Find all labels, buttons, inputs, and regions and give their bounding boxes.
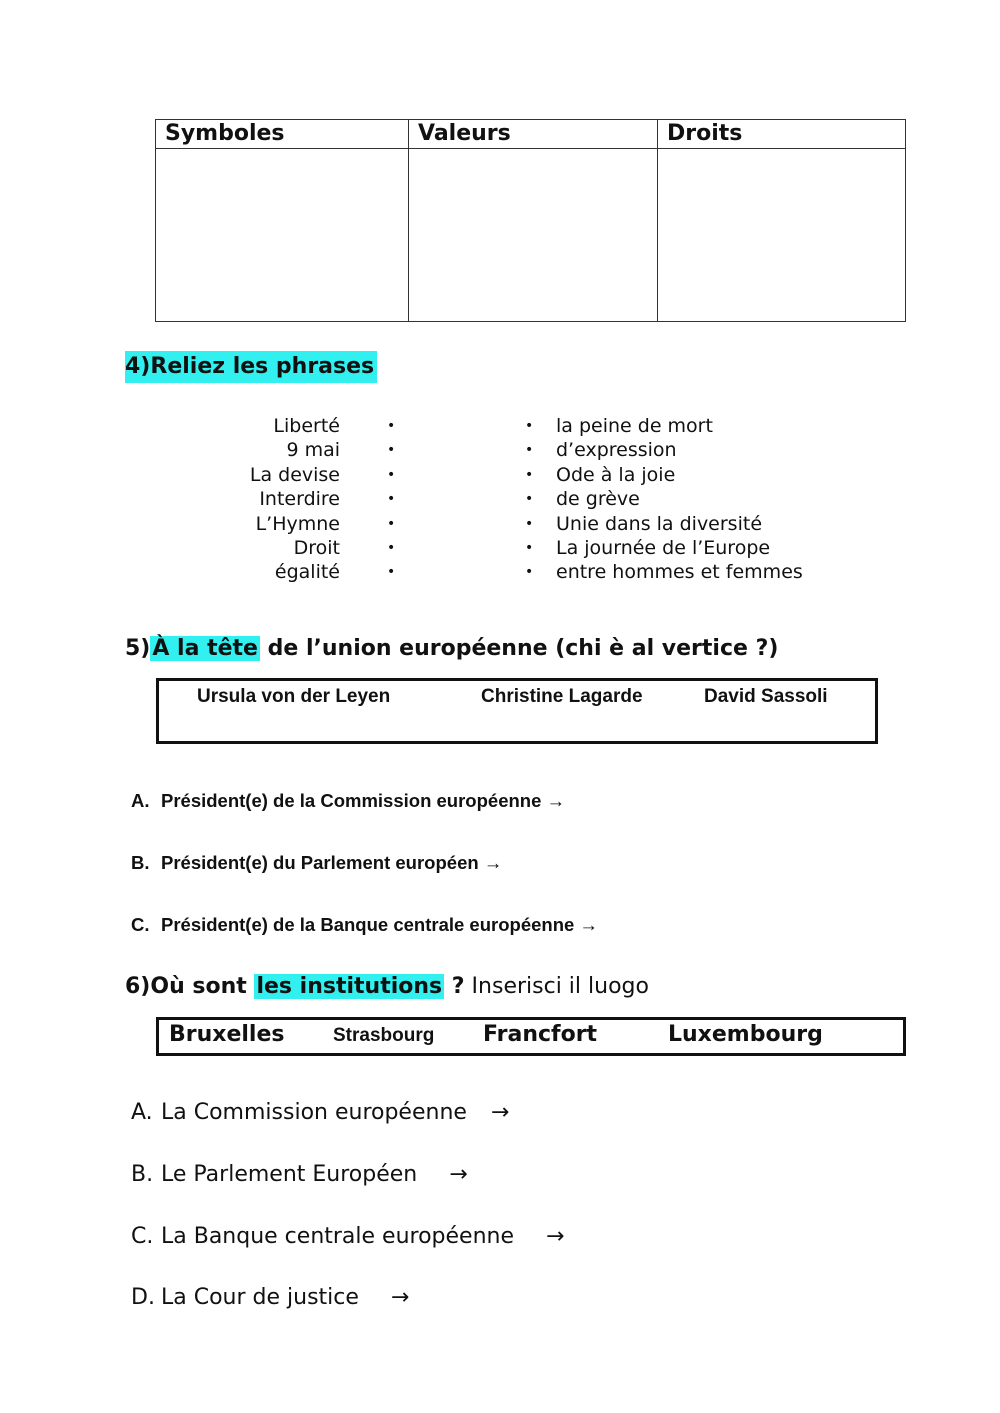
match-right-dot[interactable]: • bbox=[525, 540, 534, 557]
match-left-dot[interactable]: • bbox=[387, 442, 396, 459]
header-droits: Droits bbox=[658, 120, 906, 149]
match-right-list bbox=[556, 414, 803, 585]
question-5a bbox=[131, 790, 565, 812]
cell-valeurs[interactable] bbox=[409, 149, 658, 322]
section-4-number: 4) bbox=[125, 354, 151, 379]
section-6-title-italian: Inserisci il luogo bbox=[464, 974, 649, 999]
classification-table bbox=[155, 119, 906, 322]
question-5c bbox=[131, 914, 598, 936]
section-5-title-highlight: À la tête bbox=[152, 636, 258, 661]
question-6a bbox=[131, 1100, 509, 1125]
match-left-item: 9 mai bbox=[286, 439, 340, 462]
question-text: Président(e) de la Banque centrale européenne → bbox=[161, 914, 598, 935]
match-left-dot[interactable]: • bbox=[387, 466, 396, 483]
names-box bbox=[156, 678, 878, 744]
match-left-item: La devise bbox=[249, 463, 340, 486]
question-letter: A. bbox=[131, 790, 150, 811]
question-letter: B. bbox=[131, 852, 150, 873]
question-5b bbox=[131, 852, 502, 874]
question-6c bbox=[131, 1224, 564, 1249]
match-right-item: Unie dans la diversité bbox=[556, 512, 763, 535]
name-option[interactable]: Ursula von der Leyen bbox=[197, 686, 391, 707]
arrow-icon: → bbox=[490, 1100, 510, 1125]
arrow-icon: → bbox=[546, 1224, 565, 1249]
match-right-dot[interactable]: • bbox=[525, 515, 534, 532]
match-left-item: Liberté bbox=[273, 415, 340, 437]
question-text: Le Parlement Européen bbox=[161, 1162, 418, 1187]
place-option[interactable]: Strasbourg bbox=[333, 1025, 435, 1046]
match-left-item: Interdire bbox=[259, 488, 340, 511]
match-right-dot[interactable]: • bbox=[525, 491, 534, 508]
cell-symboles[interactable] bbox=[156, 149, 409, 322]
section-6-title-before: Où sont bbox=[150, 974, 255, 999]
section-5-title bbox=[125, 634, 778, 664]
question-letter: A. bbox=[131, 1100, 153, 1125]
place-option[interactable]: Bruxelles bbox=[169, 1022, 285, 1047]
section-6-number: 6) bbox=[125, 974, 151, 999]
section-6-title-q: ? bbox=[444, 974, 465, 999]
question-text: La Banque centrale européenne bbox=[161, 1224, 515, 1249]
match-right-item: Ode à la joie bbox=[556, 463, 676, 486]
match-right-item: entre hommes et femmes bbox=[556, 561, 803, 584]
name-option[interactable]: Christine Lagarde bbox=[481, 686, 643, 707]
match-right-dot[interactable]: • bbox=[525, 418, 534, 434]
header-symboles: Symboles bbox=[156, 120, 409, 149]
question-text: La Cour de justice bbox=[161, 1285, 359, 1310]
match-left-item: égalité bbox=[274, 561, 340, 584]
question-text: Président(e) du Parlement européen → bbox=[161, 852, 503, 873]
name-option[interactable]: David Sassoli bbox=[704, 686, 828, 707]
match-right-dot[interactable]: • bbox=[525, 466, 534, 483]
match-right-item: La journée de l’Europe bbox=[556, 537, 771, 560]
header-valeurs: Valeurs bbox=[409, 120, 658, 149]
question-text: La Commission européenne bbox=[161, 1100, 467, 1125]
question-letter: C. bbox=[131, 1224, 154, 1249]
arrow-icon: → bbox=[449, 1162, 468, 1187]
question-letter: C. bbox=[131, 914, 150, 935]
question-letter: B. bbox=[131, 1162, 154, 1187]
places-box bbox=[156, 1017, 906, 1056]
match-right-dot[interactable]: • bbox=[525, 564, 534, 581]
match-left-dot[interactable]: • bbox=[387, 515, 396, 532]
question-6d bbox=[131, 1285, 409, 1310]
section-5-title-rest: de l’union européenne (chi è al vertice ?) bbox=[259, 636, 779, 661]
match-left-dot[interactable]: • bbox=[387, 540, 396, 557]
section-4-title bbox=[125, 351, 377, 383]
match-right-dot[interactable]: • bbox=[525, 442, 534, 459]
section-5-number: 5) bbox=[125, 636, 151, 661]
place-option[interactable]: Luxembourg bbox=[668, 1022, 823, 1047]
match-left-bullets bbox=[387, 414, 395, 585]
match-right-bullets bbox=[525, 414, 533, 585]
cell-droits[interactable] bbox=[658, 149, 906, 322]
place-option[interactable]: Francfort bbox=[483, 1022, 598, 1047]
match-right-item: d’expression bbox=[556, 439, 677, 462]
match-left-item: Droit bbox=[293, 537, 340, 560]
question-letter: D. bbox=[131, 1285, 155, 1310]
table-header-row bbox=[156, 120, 906, 149]
section-6-title bbox=[125, 972, 649, 1002]
match-left-dot[interactable]: • bbox=[387, 564, 396, 581]
table-answer-row bbox=[156, 149, 906, 322]
section-6-title-highlight: les institutions bbox=[256, 974, 443, 999]
section-4-title-text: Reliez les phrases bbox=[150, 354, 375, 379]
match-right-item: la peine de mort bbox=[556, 415, 713, 437]
match-left-dot[interactable]: • bbox=[387, 491, 396, 508]
arrow-icon: → bbox=[390, 1285, 410, 1310]
match-left-item: L’Hymne bbox=[255, 512, 340, 535]
match-left-dot[interactable]: • bbox=[387, 418, 396, 434]
question-text: Président(e) de la Commission européenne → bbox=[161, 790, 566, 811]
match-left-list bbox=[200, 414, 340, 585]
question-6b bbox=[131, 1162, 468, 1187]
match-right-item: de grève bbox=[556, 488, 640, 511]
